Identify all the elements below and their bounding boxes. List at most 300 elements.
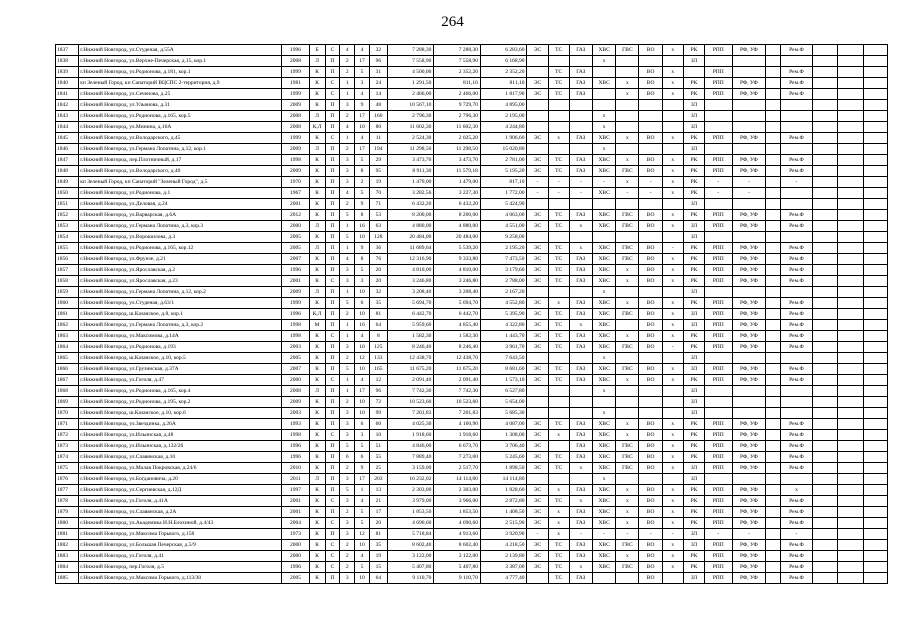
table-cell: 1: [340, 320, 355, 331]
table-cell: [766, 529, 781, 540]
table-cell: ХВС: [592, 320, 615, 331]
table-cell: 5 195,20: [480, 166, 527, 177]
table-cell: 1 853,50: [434, 507, 481, 518]
table-cell: 1847: [56, 155, 79, 166]
table-cell-empty: [812, 562, 837, 573]
table-cell: [781, 144, 813, 155]
table-cell: 1856: [56, 254, 79, 265]
table-cell: 2000: [282, 551, 309, 562]
table-cell: 1861: [56, 309, 79, 320]
table-cell-empty: [838, 573, 863, 584]
table-cell: х: [592, 56, 615, 67]
table-cell: 8: [355, 254, 370, 265]
table-cell-empty: [863, 133, 887, 144]
table-cell: [781, 287, 813, 298]
table-cell: х: [616, 133, 639, 144]
table-cell: РК: [683, 419, 704, 430]
table-cell: [616, 474, 639, 485]
table-cell: 1880: [56, 518, 79, 529]
table-cell-empty: [812, 232, 837, 243]
table-cell: х: [569, 463, 592, 474]
table-cell: РФ, УФ: [732, 155, 766, 166]
table-cell: ХВС: [592, 551, 615, 562]
table-row: [56, 529, 888, 540]
table-cell: 60: [369, 419, 387, 430]
table-cell: 1869: [56, 397, 79, 408]
table-cell: 8 246,40: [387, 342, 434, 353]
table-cell: 1 479,00: [434, 177, 481, 188]
table-cell: [548, 100, 569, 111]
table-cell: ХВС: [592, 419, 615, 430]
table-cell: [616, 353, 639, 364]
table-cell: 2009: [282, 166, 309, 177]
table-cell: х: [616, 419, 639, 430]
table-cell: 5 245,60: [480, 452, 527, 463]
table-cell: Рем.Ф: [781, 155, 813, 166]
table-cell: х: [548, 518, 569, 529]
table-cell: 53: [369, 210, 387, 221]
table-cell: ХВС: [592, 518, 615, 529]
table-cell: 99: [369, 408, 387, 419]
table-row: [56, 540, 888, 551]
table-cell: Рем.Ф: [781, 441, 813, 452]
table-cell: 8 911,30: [387, 166, 434, 177]
table-cell: [639, 353, 662, 364]
table-cell-empty: [838, 463, 863, 474]
table-cell: К,Л: [309, 309, 325, 320]
table-cell: ЗЛ: [683, 397, 704, 408]
table-cell: М: [309, 320, 325, 331]
table-cell: ВО: [639, 89, 662, 100]
table-cell: 16: [355, 221, 370, 232]
table-cell: К: [309, 518, 325, 529]
table-cell: 2000: [282, 540, 309, 551]
table-cell: 3: [340, 100, 355, 111]
table-cell: г.Нижний Новгород, ул.Гоголя, д.41А: [79, 496, 282, 507]
table-cell: 76: [369, 254, 387, 265]
table-cell: ХВС: [592, 309, 615, 320]
table-cell: [766, 89, 781, 100]
table-cell: -: [548, 188, 569, 199]
table-cell: ВО: [639, 485, 662, 496]
table-cell: РПП: [705, 507, 732, 518]
table-cell: [732, 408, 766, 419]
table-cell: [766, 419, 781, 430]
table-cell: ХВС: [592, 265, 615, 276]
table-cell: РК: [683, 177, 704, 188]
table-cell: 128: [369, 232, 387, 243]
table-cell: 12: [355, 353, 370, 364]
table-row: [56, 474, 888, 485]
table-cell: 2009: [282, 100, 309, 111]
table-cell: -: [732, 188, 766, 199]
table-cell: РФ, УФ: [732, 320, 766, 331]
table-cell: К: [309, 375, 325, 386]
table-cell: ГАЗ: [569, 276, 592, 287]
table-cell: х: [592, 144, 615, 155]
table-row: [56, 485, 888, 496]
table-cell: РПП: [705, 254, 732, 265]
table-cell: [766, 144, 781, 155]
table-cell: 8 681,60: [480, 364, 527, 375]
table-cell: 2005: [282, 573, 309, 584]
table-cell-empty: [812, 441, 837, 452]
table-cell: ТС: [548, 210, 569, 221]
table-cell: 2 195,00: [480, 111, 527, 122]
table-cell: [766, 408, 781, 419]
table-cell: [527, 232, 548, 243]
table-cell: Рем.Ф: [781, 254, 813, 265]
table-cell: РПП: [705, 573, 732, 584]
table-cell: 17: [355, 386, 370, 397]
table-cell: К: [309, 485, 325, 496]
table-cell: 36: [369, 243, 387, 254]
table-cell-empty: [838, 221, 863, 232]
table-cell-empty: [863, 56, 887, 67]
table-cell: кп Зеленый Город, кп Санаторий ВЦСПС 2-территория, д.9: [79, 78, 282, 89]
table-cell: [548, 353, 569, 364]
table-cell-empty: [838, 518, 863, 529]
table-cell: ЭС: [527, 309, 548, 320]
table-cell: 2 788,00: [480, 276, 527, 287]
table-cell: 2 025,20: [434, 133, 481, 144]
table-cell-empty: [812, 485, 837, 496]
table-cell-empty: [838, 496, 863, 507]
table-cell: [766, 221, 781, 232]
table-cell: 2: [340, 551, 355, 562]
table-row: [56, 375, 888, 386]
table-cell: РПП: [705, 463, 732, 474]
table-cell: [592, 232, 615, 243]
table-cell: 3 179,60: [480, 265, 527, 276]
table-cell: 1998: [282, 320, 309, 331]
table-cell-empty: [838, 254, 863, 265]
table-cell: 12: [369, 375, 387, 386]
table-cell: [592, 67, 615, 78]
table-cell: 1: [340, 89, 355, 100]
table-row: [56, 111, 888, 122]
table-cell-empty: [863, 474, 887, 485]
table-cell: 1878: [56, 496, 79, 507]
table-cell: ГАЗ: [569, 430, 592, 441]
table-cell: ГАЗ: [569, 485, 592, 496]
table-cell: ЭС: [527, 243, 548, 254]
table-cell: П: [325, 100, 340, 111]
table-cell: РПП: [705, 133, 732, 144]
table-cell: [766, 78, 781, 89]
table-cell: ГАЗ: [569, 518, 592, 529]
table-cell: Л: [309, 243, 325, 254]
table-cell: 7 201,83: [387, 408, 434, 419]
table-row: [56, 78, 888, 89]
table-cell: 1: [340, 133, 355, 144]
table-cell: [766, 298, 781, 309]
table-cell: х: [662, 298, 683, 309]
table-cell: 10 523,60: [434, 397, 481, 408]
table-cell: 1871: [56, 419, 79, 430]
table-cell: х: [662, 155, 683, 166]
table-cell: [569, 386, 592, 397]
table-cell: К: [309, 254, 325, 265]
table-cell: х: [662, 309, 683, 320]
table-cell: ГВС: [616, 254, 639, 265]
table-cell: [569, 144, 592, 155]
table-cell: [639, 408, 662, 419]
table-cell: РФ, УФ: [732, 573, 766, 584]
table-cell: Л: [309, 111, 325, 122]
table-cell: 10: [355, 408, 370, 419]
table-cell: 24: [369, 78, 387, 89]
table-cell: ЗЛ: [683, 309, 704, 320]
table-cell: Л: [309, 221, 325, 232]
table-cell-empty: [812, 199, 837, 210]
table-cell: 4 880,00: [387, 221, 434, 232]
table-cell: г.Нижний Новгород, ул.Верхне-Печерская, д.15, кор.1: [79, 56, 282, 67]
table-cell: г.Нижний Новгород, ул.Малая Покровская, д.24/6: [79, 463, 282, 474]
table-cell: РПП: [705, 78, 732, 89]
table-cell: ТС: [548, 320, 569, 331]
table-cell: 6: [355, 452, 370, 463]
table-cell: 4: [340, 122, 355, 133]
table-cell: Рем.Ф: [781, 298, 813, 309]
table-cell: 1 582,30: [387, 331, 434, 342]
table-cell: ТС: [548, 78, 569, 89]
table-cell: РПП: [705, 518, 732, 529]
table-cell: 1875: [56, 463, 79, 474]
table-cell: [766, 265, 781, 276]
table-cell-empty: [838, 507, 863, 518]
table-cell: 2: [340, 67, 355, 78]
table-cell: ЭС: [527, 496, 548, 507]
table-cell: 3: [340, 430, 355, 441]
table-cell: 2 303,00: [387, 485, 434, 496]
table-cell: [766, 485, 781, 496]
table-cell: ТС: [548, 243, 569, 254]
table-cell: 203: [369, 474, 387, 485]
table-cell: 4 244,80: [480, 122, 527, 133]
table-cell-empty: [812, 386, 837, 397]
table-row: [56, 331, 888, 342]
table-cell: ЗЛ: [683, 199, 704, 210]
table-cell: 1838: [56, 56, 79, 67]
table-cell: [766, 540, 781, 551]
table-cell: 1882: [56, 540, 79, 551]
table-cell: ЭС: [527, 298, 548, 309]
table-cell: С: [325, 331, 340, 342]
table-cell: [732, 100, 766, 111]
table-cell-empty: [838, 485, 863, 496]
table-cell: 3 473,70: [387, 155, 434, 166]
table-cell: РПП: [705, 441, 732, 452]
table-cell: ГАЗ: [569, 254, 592, 265]
table-cell: 1999: [282, 67, 309, 78]
table-cell: РФ, УФ: [732, 485, 766, 496]
table-cell: х: [662, 221, 683, 232]
table-cell: 1845: [56, 133, 79, 144]
table-cell: 1853: [56, 221, 79, 232]
table-cell: 20 484,00: [387, 232, 434, 243]
table-cell: [592, 89, 615, 100]
table-cell-empty: [812, 309, 837, 320]
table-cell: 17: [355, 144, 370, 155]
table-cell: [766, 199, 781, 210]
table-cell: 1849: [56, 177, 79, 188]
table-cell: [639, 474, 662, 485]
table-cell: г.Нижний Новгород, ул.Родионова, д.1: [79, 188, 282, 199]
table-cell: 8 200,00: [387, 210, 434, 221]
table-cell: х: [662, 551, 683, 562]
table-cell: ТС: [548, 67, 569, 78]
table-cell: 11 298,50: [434, 144, 481, 155]
table-cell: х: [781, 485, 813, 496]
table-cell: ВО: [639, 243, 662, 254]
table-cell-empty: [863, 331, 887, 342]
table-cell: 14: [369, 89, 387, 100]
table-cell-empty: [838, 166, 863, 177]
table-cell: ГВС: [616, 540, 639, 551]
table-cell: 5 395,90: [480, 309, 527, 320]
table-cell-empty: [812, 144, 837, 155]
table-cell: 3: [340, 276, 355, 287]
table-cell: г.Нижний Новгород, ул.Германа Лопатина, д.3, кор.2: [79, 320, 282, 331]
table-cell: ЗЛ: [683, 100, 704, 111]
table-cell: г.Нижний Новгород, ул.Ворошилова, д.3: [79, 232, 282, 243]
table-cell: РПП: [705, 452, 732, 463]
table-cell: ЗЛ: [683, 111, 704, 122]
table-cell-empty: [838, 276, 863, 287]
table-cell-empty: [812, 397, 837, 408]
table-cell: [781, 474, 813, 485]
table-cell: ТС: [548, 419, 569, 430]
table-cell: 1999: [282, 298, 309, 309]
table-cell: ЭС: [527, 540, 548, 551]
table-cell: 5: [355, 518, 370, 529]
table-cell: ВО: [639, 342, 662, 353]
table-cell: 63: [369, 221, 387, 232]
table-cell: ГАЗ: [569, 265, 592, 276]
table-cell: 64: [369, 320, 387, 331]
table-cell: [662, 287, 683, 298]
table-cell: С: [325, 276, 340, 287]
table-cell: -: [705, 188, 732, 199]
table-cell: х: [548, 133, 569, 144]
table-cell: ГАЗ: [569, 45, 592, 56]
table-cell: 4: [355, 551, 370, 562]
table-cell: х: [569, 221, 592, 232]
table-cell: ГАЗ: [569, 210, 592, 221]
table-cell: РФ, УФ: [732, 441, 766, 452]
table-cell: Рем.Ф: [781, 133, 813, 144]
table-cell: 3 227,30: [434, 188, 481, 199]
table-cell: -: [781, 529, 813, 540]
table-row: [56, 287, 888, 298]
table-cell: 3: [355, 276, 370, 287]
table-cell: РК: [683, 243, 704, 254]
table-row: [56, 518, 888, 529]
table-cell: [732, 199, 766, 210]
table-cell: х: [662, 430, 683, 441]
table-row: [56, 408, 888, 419]
table-cell: [548, 287, 569, 298]
table-cell: РФ, УФ: [732, 331, 766, 342]
table-cell: х: [662, 67, 683, 78]
table-cell-empty: [838, 122, 863, 133]
table-cell: х: [548, 507, 569, 518]
table-cell: 165: [369, 364, 387, 375]
table-cell: ХВС: [592, 243, 615, 254]
table-cell: х: [662, 78, 683, 89]
table-cell: Рем.Ф: [781, 463, 813, 474]
table-cell: -: [662, 342, 683, 353]
table-cell: х: [662, 540, 683, 551]
table-cell: х: [662, 375, 683, 386]
table-cell: [569, 100, 592, 111]
table-cell: 1855: [56, 243, 79, 254]
table-cell: 1 898,50: [480, 463, 527, 474]
table-cell-empty: [812, 452, 837, 463]
table-cell: [616, 199, 639, 210]
table-cell: 5 694,70: [434, 298, 481, 309]
table-cell: П: [325, 221, 340, 232]
table-cell: [527, 573, 548, 584]
table-cell: 1970: [282, 177, 309, 188]
table-row: [56, 496, 888, 507]
table-row: [56, 45, 888, 56]
table-cell: Л: [309, 287, 325, 298]
table-cell: [766, 562, 781, 573]
table-cell: ТС: [548, 45, 569, 56]
table-cell: [639, 232, 662, 243]
table-cell: [766, 397, 781, 408]
table-cell: 6 442,70: [387, 309, 434, 320]
table-cell: х: [662, 452, 683, 463]
table-cell: х: [616, 430, 639, 441]
table-cell: 51: [369, 441, 387, 452]
table-cell: 70: [369, 188, 387, 199]
table-cell: П: [325, 56, 340, 67]
table-cell: 8 246,40: [434, 342, 481, 353]
table-cell: 3: [340, 529, 355, 540]
table-cell: ТС: [548, 496, 569, 507]
table-cell: ЗЛ: [683, 287, 704, 298]
table-cell: К: [309, 551, 325, 562]
table-cell: Рем.Ф: [781, 243, 813, 254]
table-cell: [639, 397, 662, 408]
table-cell: ВО: [639, 309, 662, 320]
table-cell-empty: [863, 232, 887, 243]
table-cell: П: [325, 188, 340, 199]
table-cell: -: [527, 529, 548, 540]
table-cell: 3 473,70: [434, 155, 481, 166]
table-cell: ГАЗ: [569, 540, 592, 551]
table-cell: [527, 408, 548, 419]
table-cell: К: [309, 353, 325, 364]
table-cell: К: [309, 100, 325, 111]
table-cell-empty: [838, 265, 863, 276]
table-cell-empty: [812, 254, 837, 265]
table-cell: г.Нижний Новгород, ул.Ульянова, д.31: [79, 100, 282, 111]
table-cell-empty: [863, 298, 887, 309]
table-cell: [662, 408, 683, 419]
table-cell-empty: [812, 507, 837, 518]
table-cell: ТС: [548, 573, 569, 584]
table-cell: ВО: [639, 210, 662, 221]
table-cell: К: [309, 210, 325, 221]
table-cell: 194: [369, 144, 387, 155]
table-cell: РПП: [705, 45, 732, 56]
table-cell: [732, 67, 766, 78]
table-cell: х: [662, 331, 683, 342]
